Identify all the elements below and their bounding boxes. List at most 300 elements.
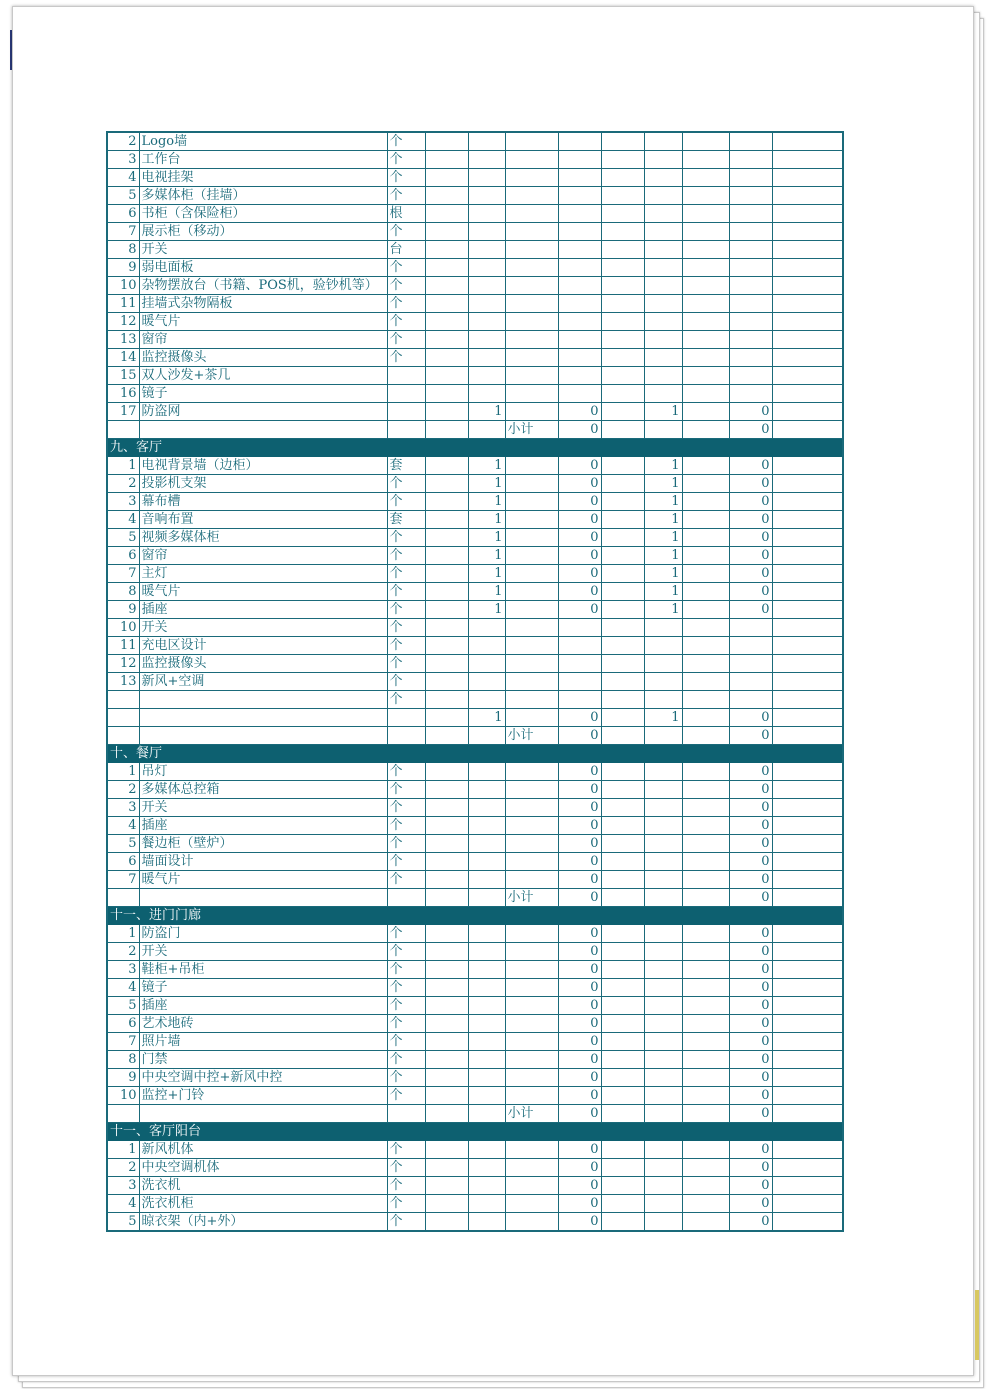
- cell-c1[interactable]: [425, 295, 468, 313]
- section-title[interactable]: 九、客厅: [107, 439, 843, 457]
- cell-c4[interactable]: 0: [558, 601, 601, 619]
- cell-c8[interactable]: 0: [729, 979, 772, 997]
- cell-c8[interactable]: [729, 205, 772, 223]
- cell-c6[interactable]: [644, 1213, 682, 1232]
- cell-c8[interactable]: [729, 259, 772, 277]
- cell-no[interactable]: 2: [107, 475, 139, 493]
- cell-c8[interactable]: 0: [729, 457, 772, 475]
- cell-unit[interactable]: 个: [387, 763, 425, 781]
- cell-no[interactable]: 12: [107, 655, 139, 673]
- cell-unit[interactable]: 个: [387, 691, 425, 709]
- cell-c8[interactable]: 0: [729, 475, 772, 493]
- cell-c2[interactable]: [468, 241, 505, 259]
- cell-unit[interactable]: 个: [387, 1051, 425, 1069]
- cell-c7[interactable]: [682, 295, 729, 313]
- cell-name[interactable]: 开关: [139, 619, 387, 637]
- cell-c8[interactable]: [729, 169, 772, 187]
- cell-c5[interactable]: [601, 421, 644, 439]
- cell-c4[interactable]: [558, 313, 601, 331]
- cell-c8[interactable]: [729, 295, 772, 313]
- cell-unit[interactable]: 个: [387, 601, 425, 619]
- cell-c7[interactable]: [682, 583, 729, 601]
- cell-name[interactable]: 墙面设计: [139, 853, 387, 871]
- cell-c7[interactable]: [682, 853, 729, 871]
- cell-c1[interactable]: [425, 1141, 468, 1159]
- cell-c5[interactable]: [601, 871, 644, 889]
- cell-c1[interactable]: [425, 979, 468, 997]
- cell-c6[interactable]: [644, 132, 682, 151]
- cell-unit[interactable]: 个: [387, 259, 425, 277]
- cell-c4[interactable]: 0: [558, 1069, 601, 1087]
- cell-c6[interactable]: [644, 997, 682, 1015]
- cell-c4[interactable]: 0: [558, 979, 601, 997]
- cell-c8[interactable]: 0: [729, 727, 772, 745]
- cell-c1[interactable]: [425, 997, 468, 1015]
- cell-unit[interactable]: [387, 421, 425, 439]
- cell-c9[interactable]: [772, 475, 843, 493]
- cell-c1[interactable]: [425, 547, 468, 565]
- cell-c9[interactable]: [772, 1015, 843, 1033]
- cell-c5[interactable]: [601, 943, 644, 961]
- cell-c3[interactable]: 小计: [505, 421, 558, 439]
- cell-no[interactable]: [107, 709, 139, 727]
- cell-no[interactable]: [107, 889, 139, 907]
- cell-no[interactable]: 1: [107, 1141, 139, 1159]
- cell-unit[interactable]: 个: [387, 961, 425, 979]
- cell-c7[interactable]: [682, 1159, 729, 1177]
- cell-c5[interactable]: [601, 1159, 644, 1177]
- cell-unit[interactable]: 个: [387, 1015, 425, 1033]
- cell-no[interactable]: [107, 1105, 139, 1123]
- cell-c1[interactable]: [425, 601, 468, 619]
- cell-unit[interactable]: 个: [387, 673, 425, 691]
- cell-c2[interactable]: [468, 1159, 505, 1177]
- cell-c5[interactable]: [601, 241, 644, 259]
- cell-c6[interactable]: 1: [644, 709, 682, 727]
- cell-c9[interactable]: [772, 259, 843, 277]
- cell-name[interactable]: 开关: [139, 799, 387, 817]
- cell-c3[interactable]: [505, 132, 558, 151]
- cell-name[interactable]: Logo墙: [139, 132, 387, 151]
- cell-c2[interactable]: 1: [468, 529, 505, 547]
- cell-c7[interactable]: [682, 187, 729, 205]
- cell-c4[interactable]: 0: [558, 1159, 601, 1177]
- cell-c2[interactable]: 1: [468, 475, 505, 493]
- cell-c5[interactable]: [601, 511, 644, 529]
- cell-c4[interactable]: 0: [558, 1141, 601, 1159]
- cell-c6[interactable]: [644, 817, 682, 835]
- cell-c7[interactable]: [682, 1105, 729, 1123]
- cell-no[interactable]: 10: [107, 277, 139, 295]
- cell-c2[interactable]: [468, 1069, 505, 1087]
- cell-c9[interactable]: [772, 1069, 843, 1087]
- cell-c1[interactable]: [425, 943, 468, 961]
- cell-c4[interactable]: 0: [558, 817, 601, 835]
- cell-c1[interactable]: [425, 187, 468, 205]
- cell-c4[interactable]: [558, 637, 601, 655]
- cell-unit[interactable]: 个: [387, 1159, 425, 1177]
- cell-unit[interactable]: 个: [387, 295, 425, 313]
- cell-c1[interactable]: [425, 1069, 468, 1087]
- cell-no[interactable]: 11: [107, 637, 139, 655]
- cell-c6[interactable]: [644, 367, 682, 385]
- cell-c5[interactable]: [601, 709, 644, 727]
- cell-no[interactable]: 3: [107, 151, 139, 169]
- cell-c9[interactable]: [772, 241, 843, 259]
- cell-name[interactable]: 插座: [139, 601, 387, 619]
- cell-unit[interactable]: 个: [387, 223, 425, 241]
- cell-name[interactable]: 开关: [139, 943, 387, 961]
- cell-c9[interactable]: [772, 925, 843, 943]
- cell-no[interactable]: 3: [107, 961, 139, 979]
- cell-c9[interactable]: [772, 961, 843, 979]
- cell-name[interactable]: 电视挂架: [139, 169, 387, 187]
- cell-c5[interactable]: [601, 673, 644, 691]
- cell-c6[interactable]: [644, 781, 682, 799]
- cell-c1[interactable]: [425, 889, 468, 907]
- cell-name[interactable]: 插座: [139, 997, 387, 1015]
- cell-c3[interactable]: [505, 313, 558, 331]
- cell-no[interactable]: 8: [107, 241, 139, 259]
- cell-c3[interactable]: [505, 817, 558, 835]
- cell-c1[interactable]: [425, 331, 468, 349]
- cell-c7[interactable]: [682, 799, 729, 817]
- cell-c6[interactable]: 1: [644, 457, 682, 475]
- cell-unit[interactable]: [387, 889, 425, 907]
- cell-c6[interactable]: [644, 979, 682, 997]
- cell-c5[interactable]: [601, 1051, 644, 1069]
- cell-c5[interactable]: [601, 313, 644, 331]
- cell-c7[interactable]: [682, 1213, 729, 1232]
- cell-c8[interactable]: 0: [729, 1141, 772, 1159]
- cell-name[interactable]: 暖气片: [139, 583, 387, 601]
- cell-c1[interactable]: [425, 169, 468, 187]
- cell-c5[interactable]: [601, 367, 644, 385]
- cell-no[interactable]: 9: [107, 259, 139, 277]
- cell-c8[interactable]: 0: [729, 601, 772, 619]
- cell-c5[interactable]: [601, 961, 644, 979]
- cell-c8[interactable]: 0: [729, 1177, 772, 1195]
- cell-c2[interactable]: 1: [468, 565, 505, 583]
- cell-c6[interactable]: [644, 1087, 682, 1105]
- cell-c9[interactable]: [772, 547, 843, 565]
- cell-c1[interactable]: [425, 223, 468, 241]
- cell-unit[interactable]: 个: [387, 1177, 425, 1195]
- cell-no[interactable]: 4: [107, 817, 139, 835]
- cell-c5[interactable]: [601, 979, 644, 997]
- cell-unit[interactable]: 个: [387, 1213, 425, 1232]
- cell-name[interactable]: 餐边柜（壁炉）: [139, 835, 387, 853]
- cell-c6[interactable]: [644, 1177, 682, 1195]
- cell-c1[interactable]: [425, 367, 468, 385]
- cell-c9[interactable]: [772, 295, 843, 313]
- cell-c5[interactable]: [601, 925, 644, 943]
- cell-unit[interactable]: 个: [387, 853, 425, 871]
- cell-c7[interactable]: [682, 421, 729, 439]
- cell-c5[interactable]: [601, 1069, 644, 1087]
- cell-no[interactable]: 1: [107, 925, 139, 943]
- cell-c3[interactable]: [505, 637, 558, 655]
- cell-unit[interactable]: 个: [387, 475, 425, 493]
- cell-c5[interactable]: [601, 331, 644, 349]
- cell-c8[interactable]: [729, 187, 772, 205]
- cell-name[interactable]: 挂墙式杂物隔板: [139, 295, 387, 313]
- cell-no[interactable]: 10: [107, 619, 139, 637]
- cell-c1[interactable]: [425, 277, 468, 295]
- cell-c4[interactable]: 0: [558, 889, 601, 907]
- cell-c6[interactable]: [644, 889, 682, 907]
- cell-no[interactable]: 7: [107, 1033, 139, 1051]
- cell-c8[interactable]: [729, 313, 772, 331]
- cell-unit[interactable]: [387, 1105, 425, 1123]
- cell-c4[interactable]: [558, 132, 601, 151]
- cell-c2[interactable]: [468, 1087, 505, 1105]
- cell-c7[interactable]: [682, 277, 729, 295]
- cell-c4[interactable]: [558, 169, 601, 187]
- cell-no[interactable]: 4: [107, 979, 139, 997]
- cell-c4[interactable]: 0: [558, 511, 601, 529]
- cell-c7[interactable]: [682, 889, 729, 907]
- cell-name[interactable]: 门禁: [139, 1051, 387, 1069]
- cell-unit[interactable]: [387, 367, 425, 385]
- cell-c3[interactable]: 小计: [505, 1105, 558, 1123]
- cell-c2[interactable]: [468, 151, 505, 169]
- cell-c3[interactable]: [505, 1177, 558, 1195]
- cell-c3[interactable]: [505, 709, 558, 727]
- cell-c5[interactable]: [601, 151, 644, 169]
- cell-c4[interactable]: [558, 223, 601, 241]
- cell-c8[interactable]: 0: [729, 1195, 772, 1213]
- cell-c8[interactable]: 0: [729, 493, 772, 511]
- cell-c1[interactable]: [425, 259, 468, 277]
- cell-c5[interactable]: [601, 529, 644, 547]
- cell-c2[interactable]: [468, 277, 505, 295]
- cell-name[interactable]: 晾衣架（内+外）: [139, 1213, 387, 1232]
- cell-c9[interactable]: [772, 835, 843, 853]
- cell-name[interactable]: 幕布槽: [139, 493, 387, 511]
- cell-name[interactable]: 投影机支架: [139, 475, 387, 493]
- cell-c5[interactable]: [601, 132, 644, 151]
- section-title[interactable]: 十一、客厅阳台: [107, 1123, 843, 1141]
- cell-c1[interactable]: [425, 1051, 468, 1069]
- cell-c1[interactable]: [425, 205, 468, 223]
- cell-no[interactable]: 3: [107, 493, 139, 511]
- cell-c3[interactable]: [505, 1159, 558, 1177]
- cell-c7[interactable]: [682, 817, 729, 835]
- cell-c3[interactable]: [505, 691, 558, 709]
- cell-c9[interactable]: [772, 1033, 843, 1051]
- cell-c1[interactable]: [425, 1015, 468, 1033]
- cell-c8[interactable]: [729, 132, 772, 151]
- cell-name[interactable]: 鞋柜+吊柜: [139, 961, 387, 979]
- cell-unit[interactable]: 个: [387, 817, 425, 835]
- cell-c9[interactable]: [772, 331, 843, 349]
- cell-c4[interactable]: 0: [558, 871, 601, 889]
- cell-c2[interactable]: [468, 331, 505, 349]
- cell-no[interactable]: 14: [107, 349, 139, 367]
- cell-c4[interactable]: [558, 241, 601, 259]
- cell-c7[interactable]: [682, 979, 729, 997]
- cell-c3[interactable]: [505, 655, 558, 673]
- cell-no[interactable]: 6: [107, 1015, 139, 1033]
- cell-unit[interactable]: 个: [387, 493, 425, 511]
- cell-c1[interactable]: [425, 1177, 468, 1195]
- cell-c3[interactable]: [505, 871, 558, 889]
- cell-c8[interactable]: 0: [729, 1069, 772, 1087]
- cell-c3[interactable]: [505, 799, 558, 817]
- cell-c3[interactable]: [505, 187, 558, 205]
- cell-name[interactable]: 监控摄像头: [139, 655, 387, 673]
- cell-name[interactable]: 充电区设计: [139, 637, 387, 655]
- cell-c3[interactable]: [505, 223, 558, 241]
- cell-unit[interactable]: 个: [387, 997, 425, 1015]
- cell-c3[interactable]: [505, 241, 558, 259]
- cell-c3[interactable]: [505, 1033, 558, 1051]
- cell-name[interactable]: 多媒体总控箱: [139, 781, 387, 799]
- cell-c7[interactable]: [682, 205, 729, 223]
- cell-c8[interactable]: 0: [729, 835, 772, 853]
- cell-no[interactable]: 5: [107, 187, 139, 205]
- cell-no[interactable]: 8: [107, 583, 139, 601]
- cell-c2[interactable]: [468, 367, 505, 385]
- cell-c2[interactable]: [468, 979, 505, 997]
- cell-no[interactable]: 2: [107, 132, 139, 151]
- cell-c3[interactable]: [505, 961, 558, 979]
- cell-c3[interactable]: [505, 151, 558, 169]
- cell-c2[interactable]: [468, 781, 505, 799]
- cell-c6[interactable]: [644, 853, 682, 871]
- cell-c1[interactable]: [425, 349, 468, 367]
- cell-c5[interactable]: [601, 1087, 644, 1105]
- cell-c3[interactable]: [505, 997, 558, 1015]
- cell-name[interactable]: 杂物摆放台（书籍、POS机，验钞机等）: [139, 277, 387, 295]
- cell-c9[interactable]: [772, 403, 843, 421]
- cell-c8[interactable]: 0: [729, 889, 772, 907]
- cell-c7[interactable]: [682, 132, 729, 151]
- cell-c6[interactable]: [644, 295, 682, 313]
- cell-c7[interactable]: [682, 943, 729, 961]
- cell-name[interactable]: 洗衣机: [139, 1177, 387, 1195]
- cell-c5[interactable]: [601, 457, 644, 475]
- cell-c6[interactable]: [644, 691, 682, 709]
- cell-c8[interactable]: 0: [729, 961, 772, 979]
- cell-c4[interactable]: 0: [558, 1177, 601, 1195]
- cell-c4[interactable]: [558, 187, 601, 205]
- cell-unit[interactable]: 个: [387, 187, 425, 205]
- cell-c5[interactable]: [601, 1177, 644, 1195]
- cell-c6[interactable]: 1: [644, 475, 682, 493]
- cell-c8[interactable]: 0: [729, 547, 772, 565]
- cell-c2[interactable]: 1: [468, 457, 505, 475]
- cell-c8[interactable]: 0: [729, 1051, 772, 1069]
- cell-c3[interactable]: [505, 529, 558, 547]
- cell-c1[interactable]: [425, 583, 468, 601]
- cell-no[interactable]: 5: [107, 1213, 139, 1232]
- cell-c7[interactable]: [682, 457, 729, 475]
- cell-c5[interactable]: [601, 187, 644, 205]
- cell-c1[interactable]: [425, 421, 468, 439]
- cell-c5[interactable]: [601, 259, 644, 277]
- cell-c6[interactable]: [644, 727, 682, 745]
- cell-unit[interactable]: 个: [387, 583, 425, 601]
- cell-c8[interactable]: 0: [729, 943, 772, 961]
- cell-unit[interactable]: 个: [387, 871, 425, 889]
- cell-name[interactable]: 吊灯: [139, 763, 387, 781]
- cell-c6[interactable]: [644, 151, 682, 169]
- cell-c4[interactable]: 0: [558, 421, 601, 439]
- cell-name[interactable]: 视频多媒体柜: [139, 529, 387, 547]
- cell-c6[interactable]: [644, 205, 682, 223]
- cell-c2[interactable]: [468, 961, 505, 979]
- cell-no[interactable]: 10: [107, 1087, 139, 1105]
- cell-c5[interactable]: [601, 997, 644, 1015]
- cell-no[interactable]: 7: [107, 565, 139, 583]
- cell-c2[interactable]: [468, 799, 505, 817]
- cell-c7[interactable]: [682, 349, 729, 367]
- cell-c3[interactable]: [505, 511, 558, 529]
- cell-no[interactable]: 16: [107, 385, 139, 403]
- cell-c8[interactable]: 0: [729, 529, 772, 547]
- cell-unit[interactable]: 个: [387, 529, 425, 547]
- cell-c5[interactable]: [601, 169, 644, 187]
- cell-unit[interactable]: [387, 709, 425, 727]
- cell-c4[interactable]: [558, 331, 601, 349]
- cell-c7[interactable]: [682, 313, 729, 331]
- cell-name[interactable]: 新风+空调: [139, 673, 387, 691]
- cell-c6[interactable]: [644, 637, 682, 655]
- cell-c9[interactable]: [772, 583, 843, 601]
- cell-c7[interactable]: [682, 673, 729, 691]
- cell-name[interactable]: [139, 889, 387, 907]
- cell-name[interactable]: 防盗门: [139, 925, 387, 943]
- cell-c8[interactable]: 0: [729, 1033, 772, 1051]
- cell-c1[interactable]: [425, 817, 468, 835]
- cell-name[interactable]: 音响布置: [139, 511, 387, 529]
- cell-c7[interactable]: [682, 637, 729, 655]
- cell-c9[interactable]: [772, 691, 843, 709]
- cell-c9[interactable]: [772, 385, 843, 403]
- cell-c5[interactable]: [601, 277, 644, 295]
- cell-c9[interactable]: [772, 1051, 843, 1069]
- cell-no[interactable]: 6: [107, 547, 139, 565]
- cell-c6[interactable]: 1: [644, 493, 682, 511]
- cell-name[interactable]: 镜子: [139, 979, 387, 997]
- cell-c2[interactable]: [468, 1213, 505, 1232]
- cell-no[interactable]: 6: [107, 205, 139, 223]
- cell-unit[interactable]: 台: [387, 241, 425, 259]
- cell-c7[interactable]: [682, 259, 729, 277]
- cell-c2[interactable]: 1: [468, 493, 505, 511]
- cell-c3[interactable]: [505, 1087, 558, 1105]
- cell-c3[interactable]: [505, 457, 558, 475]
- cell-no[interactable]: 3: [107, 1177, 139, 1195]
- cell-c9[interactable]: [772, 1213, 843, 1232]
- cell-c9[interactable]: [772, 1177, 843, 1195]
- cell-name[interactable]: 插座: [139, 817, 387, 835]
- cell-c3[interactable]: [505, 565, 558, 583]
- cell-c1[interactable]: [425, 1195, 468, 1213]
- cell-c6[interactable]: [644, 313, 682, 331]
- cell-c7[interactable]: [682, 1051, 729, 1069]
- cell-name[interactable]: 弱电面板: [139, 259, 387, 277]
- cell-c3[interactable]: [505, 169, 558, 187]
- cell-c2[interactable]: [468, 691, 505, 709]
- cell-c2[interactable]: [468, 169, 505, 187]
- cell-c2[interactable]: [468, 637, 505, 655]
- cell-c4[interactable]: [558, 655, 601, 673]
- cell-c3[interactable]: [505, 385, 558, 403]
- cell-no[interactable]: 9: [107, 601, 139, 619]
